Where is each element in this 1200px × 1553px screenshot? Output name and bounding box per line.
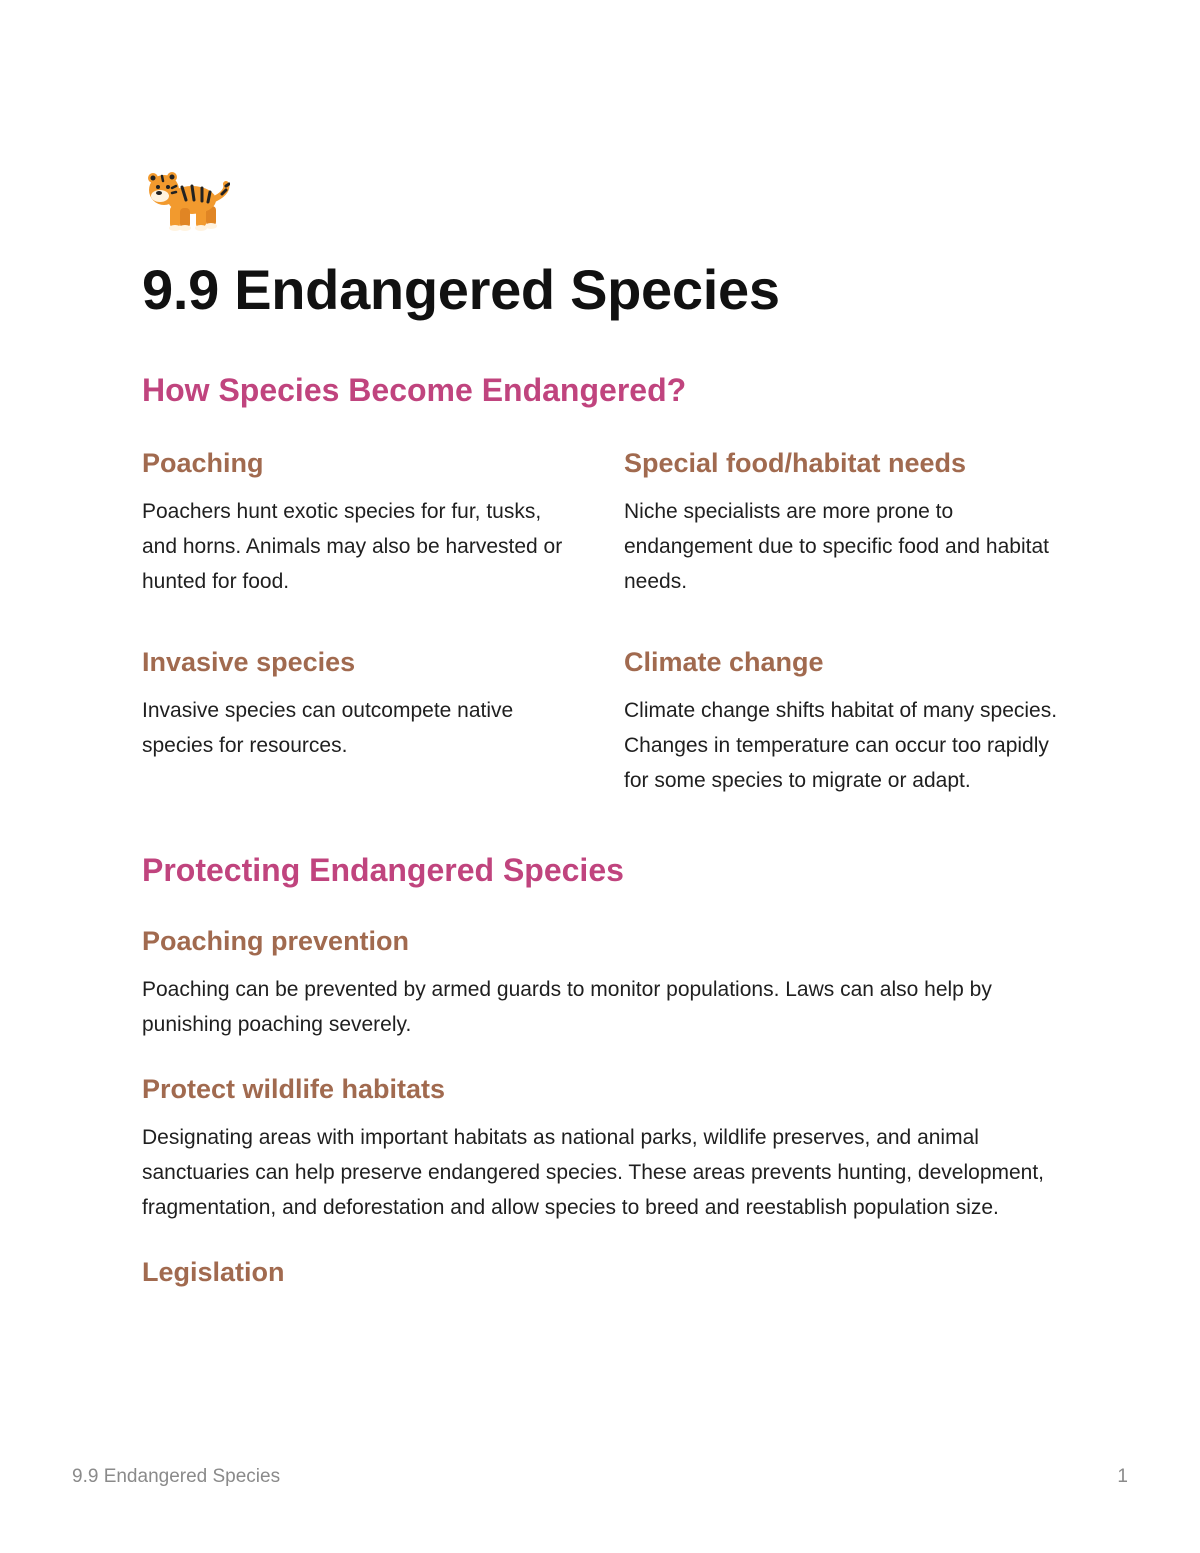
protection-text: Poaching can be prevented by armed guards to monitor populations. Laws can also help by punishing poaching severely. [142,978,992,1036]
cause-title: Poaching [142,448,264,478]
protection-wildlife-habitats [142,1072,1058,1225]
page-footer [72,1462,1128,1492]
cause-climate-change [624,645,1062,798]
section-heading-how-species-become-endangered: How Species Become Endangered? [142,372,687,408]
tiger-icon [142,170,230,232]
section-heading-protecting-endangered-species: Protecting Endangered Species [142,852,624,888]
causes-grid [142,446,1058,798]
protection-poaching-prevention [142,924,1058,1042]
protection-title: Protect wildlife habitats [142,1074,446,1104]
protection-legislation [142,1255,1058,1289]
cause-text: Climate change shifts habitat of many species. Changes in temperature can occur too rapidly for some species to migrate or adapt. [624,699,1058,792]
cause-text: Niche specialists are more prone to endangement due to specific food and habitat needs. [624,500,1049,593]
cause-title: Climate change [624,647,824,677]
footer-title: 9.9 Endangered Species [72,1466,281,1487]
cause-title: Invasive species [142,647,356,677]
protection-title: Poaching prevention [142,926,410,956]
cause-invasive-species [142,645,580,798]
protection-title: Legislation [142,1257,285,1287]
cause-special-needs [624,446,1062,599]
cause-text: Poachers hunt exotic species for fur, tusks, and horns. Animals may also be harvested or hunted for food. [142,500,563,593]
cause-text: Invasive species can outcompete native species for resources. [142,699,514,757]
page-number: 1 [1117,1466,1128,1487]
protection-text: Designating areas with important habitats as national parks, wildlife preserves, and animal sanctuaries can help preserve endangered species. These areas prevents hunting, development, fragmentation, and deforestation and allow species to breed and reestablish population size. [142,1126,1045,1219]
cause-title: Special food/habitat needs [624,448,967,478]
cause-poaching [142,446,580,599]
page-title: 9.9 Endangered Species [142,258,780,321]
page-content [142,170,1058,1289]
